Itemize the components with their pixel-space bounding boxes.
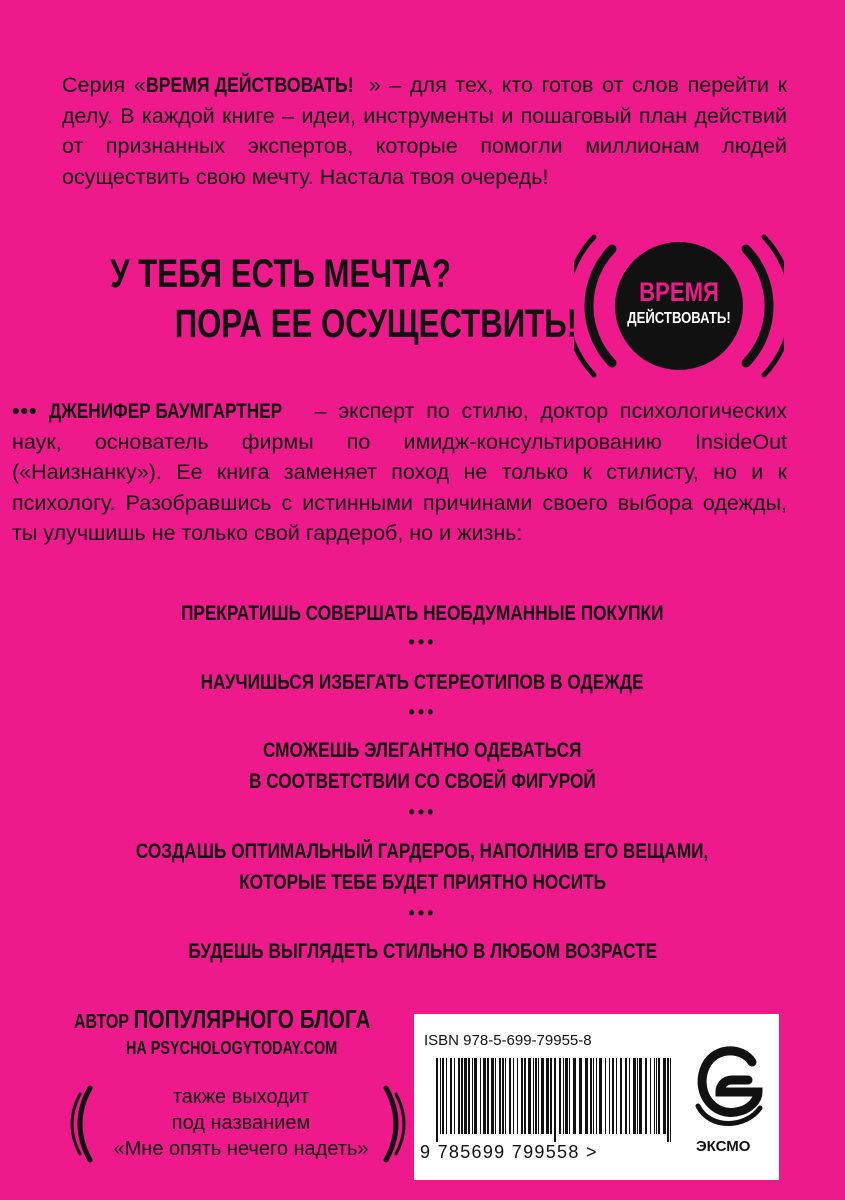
barcode-bar [499,1058,501,1134]
benefit-3-line2: В СООТВЕТСТВИИ СО СВОЕЙ ФИГУРОЙ [249,770,596,793]
publisher-name: ЭКСМО [696,1138,751,1155]
barcode-bar [563,1058,564,1134]
barcode-digits: 9 785699 799558 > [420,1142,598,1162]
benefit-1-line1: ПРЕКРАТИШЬ СОВЕРШАТЬ НЕОБДУМАННЫЕ ПОКУПКИ [181,602,664,625]
barcode-bar [546,1058,549,1134]
author-dots: ••• [12,399,38,423]
series-name: ВРЕМЯ ДЕЙСТВОВАТЬ! [145,73,354,97]
author-name: ДЖЕНИФЕР БАУМГАРТНЕР [49,399,283,423]
benefit-3 [40,735,805,797]
barcode-bar [468,1058,470,1134]
barcode-bar [667,1058,669,1142]
series-badge [574,225,784,387]
barcode-bar [450,1058,452,1134]
headline-line2: ПОРА ЕЕ ОСУЩЕСТВИТЬ! [174,302,578,346]
barcode-bar [645,1058,647,1134]
barcode-bar [446,1058,447,1134]
barcode-bar [513,1058,514,1134]
barcode-bar [535,1058,537,1134]
benefit-4 [40,836,805,898]
barcode-bar [480,1058,481,1134]
intro-prefix: Серия « [62,73,146,97]
series-intro [62,70,787,192]
barcode-bar [609,1058,610,1134]
benefit-2-line1: НАУЧИШЬСЯ ИЗБЕГАТЬ СТЕРЕОТИПОВ В ОДЕЖДЕ [201,671,644,694]
barcode-bar [509,1058,511,1134]
alt-title-note [68,1080,408,1168]
eksmo-logo-icon [690,1040,770,1130]
barcode-bar [620,1058,622,1134]
barcode-bar [637,1058,638,1134]
separator-2: ••• [408,702,437,722]
barcode-bar [639,1058,642,1134]
barcode-bar [483,1058,486,1134]
barcode-bar [521,1058,523,1134]
barcode-bar [569,1058,570,1134]
benefit-2 [40,667,805,698]
barcode-bar [559,1058,561,1134]
separator-4: ••• [408,903,437,923]
benefit-4-line1: СОЗДАШЬ ОПТИМАЛЬНЫЙ ГАРДЕРОБ, НАПОЛНИВ ЕГО ВЕЩАМИ, [136,840,709,863]
badge-line2: ДЕЙСТВОВАТЬ! [627,309,731,328]
barcode-bar [593,1058,594,1134]
barcode-bar [565,1058,568,1134]
barcode-bar [495,1058,496,1134]
badge-line1: ВРЕМЯ [639,278,719,308]
barcode-panel [414,1014,779,1180]
barcode-bar [573,1058,576,1134]
barcode-bar [440,1058,441,1134]
barcode-bar [505,1058,506,1134]
barcode-bar [605,1058,606,1134]
barcode-bar [442,1058,444,1134]
barcode-bar [502,1058,504,1134]
barcode-bar [629,1058,630,1134]
barcode-bar [550,1058,552,1134]
barcode-bar [538,1058,539,1134]
benefit-4-line2: КОТОРЫЕ ТЕБЕ БУДЕТ ПРИЯТНО НОСИТЬ [239,871,606,894]
barcode-bar [517,1058,518,1134]
barcode-bar [461,1058,463,1134]
barcode-bar [541,1058,544,1134]
barcode-bar [656,1058,657,1134]
blog-line2: НА PSYCHOLOGYTODAY.COM [126,1038,338,1058]
barcode-bar [596,1058,597,1134]
author-description [12,396,787,549]
alt-title-line1: также выходит [172,1086,310,1108]
barcode-bar [533,1058,534,1134]
barcode-bar [436,1058,438,1142]
benefit-3-line1: СМОЖЕШЬ ЭЛЕГАНТНО ОДЕВАТЬСЯ [263,739,582,762]
barcode-bar [528,1058,531,1134]
barcode-bar [472,1058,473,1134]
barcode-bar [633,1058,636,1134]
barcode-bar [458,1058,460,1134]
blog-highlight: ПОПУЛЯРНОГО БЛОГА [133,1004,371,1034]
separator-3: ••• [408,802,437,822]
blog-line1 [74,1004,370,1035]
intro-suffix: » – для тех, кто готов от слов перейти к делу. В каждой книге – идеи, инструменты и пошаговый план действий от признанных экспертов, которые помогли миллионам людей осуществить свою мечту. Настала твоя очередь! [62,73,788,189]
barcode-bar [658,1058,660,1134]
barcode-bar [670,1058,671,1142]
barcode-icon [436,1058,676,1142]
author-text: – эксперт по стилю, доктор психологических наук, основатель фирмы по имидж-консультированию InsideOut («Наизнанку»). Ее книга заменяет поход не только к стилисту, но и к психологу. Разобравшись с истинными причинами своего выбора одежды, ты улучшишь не только свой гардероб, но и жизнь: [12,399,787,545]
barcode-bar [487,1058,489,1134]
headline-line1: У ТЕБЯ ЕСТЬ МЕЧТА? [110,252,451,296]
barcode-bar [464,1058,467,1134]
alt-title-line2: под названием [171,1112,311,1134]
barcode-bar [663,1058,666,1134]
barcode-bar [491,1058,494,1134]
alt-title-line3: «Мне опять нечего надеть» [113,1138,369,1160]
barcode-bar [454,1058,455,1134]
barcode-bar [585,1058,588,1134]
barcode-bar [650,1058,651,1134]
barcode-bar [579,1058,582,1134]
barcode-bar [599,1058,602,1134]
blog-prefix: АВТОР [74,1011,134,1033]
barcode-bar [612,1058,614,1134]
separator-1: ••• [408,632,437,652]
barcode-bar [524,1058,526,1134]
barcode-bar [616,1058,617,1134]
benefit-1 [40,598,805,629]
barcode-bar [474,1058,477,1134]
benefit-5-line1: БУДЕШЬ ВЫГЛЯДЕТЬ СТИЛЬНО В ЛЮБОМ ВОЗРАСТЕ [188,940,657,963]
isbn-number: ISBN 978-5-699-79955-8 [424,1032,592,1049]
barcode-bar [654,1058,655,1134]
benefit-5 [40,936,805,967]
barcode-bar [625,1058,627,1134]
barcode-bar [554,1058,556,1142]
barcode-bar [590,1058,592,1134]
